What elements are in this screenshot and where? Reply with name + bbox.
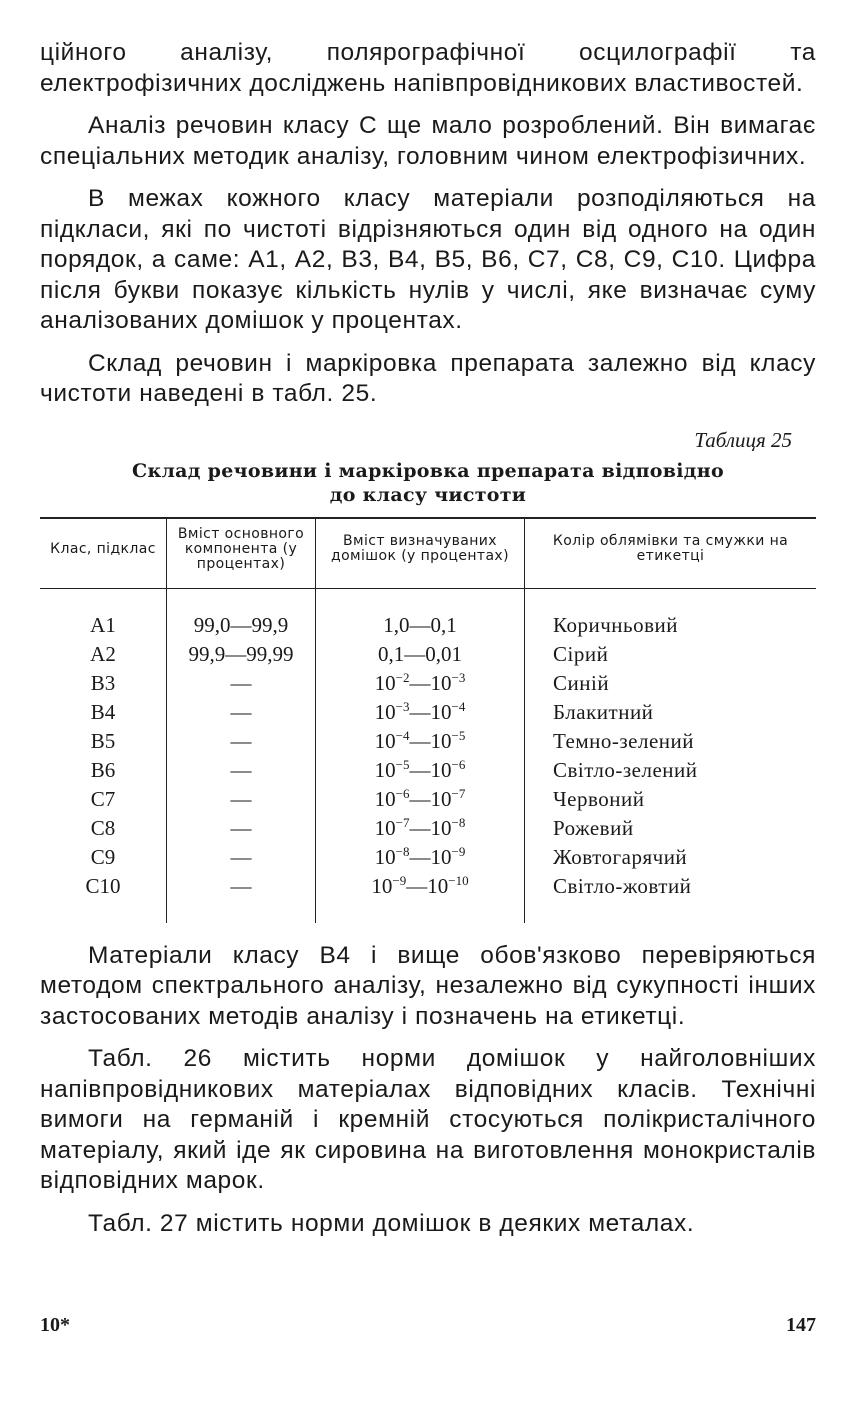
range-dash: — <box>406 873 428 898</box>
impurity-exponent-to: −8 <box>451 814 466 830</box>
cell-main-component: — <box>167 872 316 923</box>
table-header-row <box>40 518 816 589</box>
impurity-base: 10 <box>374 728 396 753</box>
impurity-exponent-to: −5 <box>451 727 466 743</box>
cell-label-color: Світло-жовтий <box>525 872 817 923</box>
table-row <box>40 669 816 698</box>
impurity-exponent-from: −8 <box>395 843 410 859</box>
impurity-exponent-to: −7 <box>451 785 466 801</box>
signature-mark: 10* <box>40 1314 70 1336</box>
impurity-exponent-to: −10 <box>448 872 469 888</box>
cell-class: В6 <box>90 757 116 782</box>
cell-impurities <box>316 785 525 814</box>
page-content <box>40 38 816 1239</box>
impurity-exponent-to: −6 <box>451 756 466 772</box>
cell-main-component: — <box>167 669 316 698</box>
table-title-line-1: Склад речовини і маркіровка препарата відповідно <box>132 459 724 482</box>
table-row <box>40 727 816 756</box>
cell-class: В3 <box>90 670 116 695</box>
cell-main-component: — <box>167 756 316 785</box>
impurity-base: 10 <box>374 786 396 811</box>
table-title-line-2: до класу чистоти <box>329 483 527 506</box>
impurity-base: 10 <box>430 786 452 811</box>
range-dash: — <box>409 786 431 811</box>
cell-class: С8 <box>90 815 116 840</box>
cell-label-color: Сірий <box>525 640 817 669</box>
cell-impurities <box>316 814 525 843</box>
impurity-base: 10 <box>430 815 452 840</box>
cell-impurities <box>316 756 525 785</box>
paragraph-1: ційного аналізу, полярографічної осцилографії та електрофізичних досліджень напівпровідникових властивостей. <box>40 39 816 97</box>
table-row <box>40 640 816 669</box>
paragraph-6: Табл. 26 містить норми домішок у найголовніших напівпровідникових матеріалах відповідних класів. Технічні вимоги на германій і кремній стосуються полікристалічного матеріалу, який іде як сировина на виготовлення монокристалів відповідних марок. <box>40 1045 816 1194</box>
impurity-base: 10 <box>374 757 396 782</box>
table-number: Таблиця 25 <box>694 427 792 452</box>
paragraph-7: Табл. 27 містить норми домішок в деяких металах. <box>88 1209 695 1237</box>
header-main-component: Вміст основного компонента (у процентах) <box>167 518 316 589</box>
impurity-exponent-from: −4 <box>395 727 410 743</box>
impurity-base: 10 <box>374 699 396 724</box>
impurity-base: 10 <box>374 844 396 869</box>
impurity-exponent-from: −6 <box>395 785 410 801</box>
cell-class: С10 <box>85 873 121 898</box>
page-number: 147 <box>786 1314 816 1336</box>
impurity-exponent-from: −5 <box>395 756 410 772</box>
paragraph-3: В межах кожного класу матеріали розподіляються на підкласи, які по чистоті відрізняються один від одного на один порядок, а саме: А1, А2, В3, В4, В5, В6, С7, С8, С9, С10. Цифра після букви показує кількість нулів у числі, яке визначає суму аналізованих домішок у процентах. <box>40 185 816 334</box>
table-row <box>40 785 816 814</box>
impurity-exponent-to: −9 <box>451 843 466 859</box>
table-row <box>40 588 816 640</box>
impurity-exponent-from: −9 <box>392 872 407 888</box>
impurity-exponent-from: −7 <box>395 814 410 830</box>
impurity-base: 10 <box>430 728 452 753</box>
cell-class: А2 <box>90 641 116 666</box>
paragraph-5: Матеріали класу В4 і вище обов'язково перевіряються методом спектрального аналізу, незалежно від сукупності інших застосованих методів аналізу і позначень на етикетці. <box>40 941 816 1030</box>
cell-label-color: Блакитний <box>525 698 817 727</box>
table-row <box>40 814 816 843</box>
impurity-base: 10 <box>374 815 396 840</box>
header-class: Клас, підклас <box>40 518 167 589</box>
impurity-base: 10 <box>430 844 452 869</box>
cell-label-color: Темно-зелений <box>525 727 817 756</box>
impurity-base: 10 <box>430 699 452 724</box>
cell-impurities: 1,0—0,1 <box>316 588 525 640</box>
table-row <box>40 843 816 872</box>
impurity-base: 10 <box>430 757 452 782</box>
cell-label-color: Світло-зелений <box>525 756 817 785</box>
impurity-base: 10 <box>427 873 449 898</box>
cell-class: В5 <box>90 728 116 753</box>
range-dash: — <box>409 844 431 869</box>
purity-class-table <box>40 517 816 923</box>
cell-class: С7 <box>90 786 116 811</box>
impurity-exponent-from: −3 <box>395 698 410 714</box>
range-dash: — <box>409 815 431 840</box>
cell-main-component: — <box>167 698 316 727</box>
cell-main-component: — <box>167 814 316 843</box>
cell-impurities <box>316 727 525 756</box>
table-title <box>40 459 816 507</box>
cell-main-component: — <box>167 727 316 756</box>
cell-label-color: Червоний <box>525 785 817 814</box>
cell-impurities <box>316 698 525 727</box>
impurity-base: 10 <box>374 670 396 695</box>
cell-main-component: — <box>167 843 316 872</box>
impurity-base: 10 <box>371 873 393 898</box>
cell-label-color: Коричньовий <box>525 588 817 640</box>
cell-class: С9 <box>90 844 116 869</box>
range-dash: — <box>409 699 431 724</box>
cell-class: В4 <box>90 699 116 724</box>
cell-class: А1 <box>90 612 116 637</box>
impurity-base: 10 <box>430 670 452 695</box>
cell-label-color: Синій <box>525 669 817 698</box>
impurity-exponent-from: −2 <box>395 669 410 685</box>
cell-impurities: 0,1—0,01 <box>316 640 525 669</box>
cell-main-component: 99,9—99,99 <box>167 640 316 669</box>
table-row <box>40 872 816 923</box>
paragraph-2: Аналіз речовин класу С ще мало розроблений. Він вимагає спеціальних методик аналізу, головним чином електрофізичних. <box>40 112 816 170</box>
header-impurities: Вміст визначуваних домішок (у процентах) <box>316 518 525 589</box>
table-row <box>40 698 816 727</box>
cell-impurities <box>316 872 525 923</box>
table-row <box>40 756 816 785</box>
cell-label-color: Жовтогарячий <box>525 843 817 872</box>
header-label-color: Колір облямівки та смужки на етикетці <box>525 518 817 589</box>
range-dash: — <box>409 757 431 782</box>
cell-impurities <box>316 843 525 872</box>
paragraph-4: Склад речовин і маркіровка препарата залежно від класу чистоти наведені в табл. 25. <box>40 349 816 407</box>
impurity-exponent-to: −4 <box>451 698 466 714</box>
cell-main-component: — <box>167 785 316 814</box>
cell-label-color: Рожевий <box>525 814 817 843</box>
cell-impurities <box>316 669 525 698</box>
range-dash: — <box>409 670 431 695</box>
range-dash: — <box>409 728 431 753</box>
impurity-exponent-to: −3 <box>451 669 466 685</box>
cell-main-component: 99,0—99,9 <box>167 588 316 640</box>
table-body <box>40 588 816 923</box>
